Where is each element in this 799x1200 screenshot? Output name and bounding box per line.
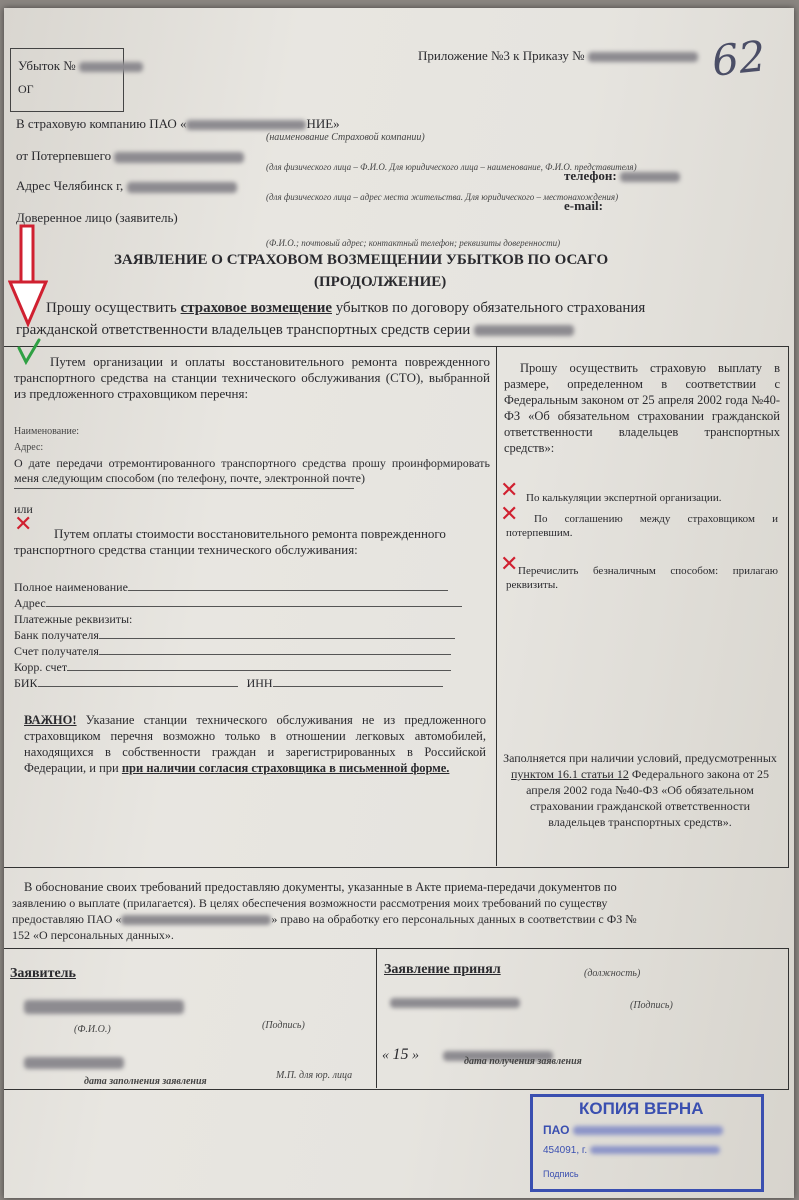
- conditions-note-part1: Заполняется при наличии условий, предусмотренных: [503, 751, 777, 765]
- date-open-quote: «: [382, 1048, 389, 1063]
- stamp-sign: Подпись: [543, 1169, 579, 1179]
- field-address-label: Адрес: [14, 596, 46, 610]
- arrow-down-icon: [8, 224, 48, 328]
- cross-mark-option2: ✕: [14, 512, 33, 537]
- field-bank: [14, 628, 455, 643]
- phone-label: телефон:: [564, 168, 617, 183]
- email-label: e-mail:: [564, 198, 603, 213]
- date-fill-hint: дата заполнения заявления: [84, 1076, 207, 1087]
- date-received-hint: дата получения заявления: [464, 1056, 582, 1067]
- sto-address-label: Адрес:: [14, 442, 44, 453]
- basis-line-1: В обоснование своих требований предоставляю документы, указанные в Акте приема-передачи документов по: [24, 880, 617, 894]
- intro-series: гражданской ответственности владельцев транспортных средств серии: [16, 322, 471, 338]
- intro-part2: страховое возмещение: [180, 300, 332, 316]
- option-sto-payment: Путем оплаты стоимости восстановительного ремонта поврежденного транспортного средства станции технического обслуживания:: [14, 526, 446, 557]
- field-bik: [14, 676, 443, 691]
- field-address: [14, 596, 462, 611]
- applicant-date-blur: [24, 1054, 124, 1072]
- received-sign-hint: (Подпись): [630, 1000, 673, 1011]
- stamp-pao: [543, 1123, 723, 1137]
- date-day: 15: [392, 1046, 409, 1063]
- og-label: ОГ: [18, 82, 34, 96]
- payout-option-agreement: По соглашению между страховщиком и потерпевшим.: [506, 513, 778, 539]
- column-divider: [496, 346, 497, 866]
- field-payment-details: Платежные реквизиты:: [14, 612, 133, 626]
- stamp-title: КОПИЯ ВЕРНА: [579, 1099, 704, 1118]
- handwritten-number: 62: [709, 31, 768, 86]
- sto-name-label: Наименование:: [14, 426, 80, 437]
- date-close-quote: »: [412, 1048, 419, 1063]
- or-label: или: [14, 502, 33, 516]
- conditions-note-link: пунктом 16.1 статьи 12: [511, 767, 629, 781]
- applicant-blur: [24, 998, 184, 1016]
- applicant-sign-hint: (Подпись): [262, 1020, 305, 1031]
- received-label: Заявление принял: [384, 962, 501, 977]
- cross-mark-option-b: ✕: [500, 502, 519, 527]
- appendix-text: [418, 48, 698, 64]
- notify-text: О дате передачи отремонтированного транспортного средства прошу проинформировать меня следующим способом (по телефону, почте, электронной почте): [14, 456, 490, 485]
- payout-request: Прошу осуществить страховую выплату в размере, определенном в соответствии с Федеральным законом от 25 апреля 2002 года №40-ФЗ «Об обязательном страховании гражданской ответственности владельцев транспортных средств»:: [504, 361, 780, 455]
- address-line: [16, 178, 237, 194]
- important-text: Указание станции технического обслуживания не из предложенного страховщиком перечня возможно только в отношении легковых автомобилей, находящихся в собственности граждан и зарегистрированных в Российской Федерации, и при: [24, 713, 486, 775]
- signature-divider: [376, 948, 377, 1088]
- applicant-label: Заявитель: [10, 966, 76, 981]
- cross-mark-option-c: ✕: [500, 552, 519, 577]
- cross-mark-option-a: ✕: [500, 478, 519, 503]
- trustee-label: Доверенное лицо (заявитель): [16, 210, 178, 225]
- payout-option-transfer: Перечислить безналичным способом: прилагаю реквизиты.: [506, 565, 778, 591]
- victim-line: [16, 148, 244, 164]
- basis-line-4: 152 «О персональных данных».: [12, 928, 174, 942]
- intro-line-2: [16, 322, 574, 339]
- company-suffix: НИЕ»: [306, 116, 340, 131]
- address-hint: (для физического лица – адрес места жительства. Для юридического – местонахождения): [266, 192, 619, 202]
- victim-label: от Потерпевшего: [16, 148, 112, 163]
- claim-number-label: Убыток №: [18, 58, 76, 73]
- intro-part1: Прошу осуществить: [46, 300, 181, 316]
- field-full-name: [14, 580, 448, 595]
- stamp-postal-label: 454091, г.: [543, 1145, 588, 1156]
- option-sto-repair: Путем организации и оплаты восстановительного ремонта поврежденного транспортного средства на станции технического обслуживания (СТО), выбранной из предложенного страховщиком перечня:: [14, 354, 490, 401]
- appendix-label: Приложение №3 к Приказу №: [418, 48, 585, 63]
- notify-line: [14, 488, 354, 489]
- field-full-name-label: Полное наименование: [14, 580, 128, 594]
- stamp-pao-label: ПАО: [543, 1123, 570, 1137]
- basis-line-2: заявлению о выплате (прилагается). В целях обеспечения возможности рассмотрения моих требований по существу: [12, 896, 608, 910]
- company-hint: (наименование Страховой компании): [266, 132, 425, 143]
- applicant-fio-hint: (Ф.И.О.): [74, 1024, 111, 1035]
- intro-part3: убытков по договору обязательного страхования: [332, 300, 646, 316]
- claim-number: [18, 58, 143, 74]
- field-account: [14, 644, 451, 659]
- victim-hint: (для физического лица – Ф.И.О. Для юридического лица – наименование, Ф.И.О. представителя): [266, 162, 637, 172]
- position-hint: (должность): [584, 968, 641, 979]
- trustee-hint: (Ф.И.О.; почтовый адрес; контактный телефон; реквизиты доверенности): [266, 238, 561, 248]
- address-label: Адрес Челябинск г,: [16, 178, 124, 193]
- field-bik-label: БИК: [14, 676, 38, 690]
- field-inn-label: ИНН: [246, 676, 273, 690]
- stamp-postal: [543, 1145, 720, 1156]
- important-note: [24, 712, 486, 776]
- copy-stamp: [530, 1094, 764, 1192]
- field-corr-account-label: Корр. счет: [14, 660, 68, 674]
- conditions-note-part2: Федерального закона от 25 апреля 2002 года №40-ФЗ «Об обязательном страховании гражданской ответственности владельцев транспортных средств».: [526, 767, 769, 829]
- company-line: [16, 116, 340, 132]
- field-bank-label: Банк получателя: [14, 628, 99, 642]
- received-blur: [390, 994, 520, 1012]
- document-page: [4, 8, 794, 1198]
- document-title: ЗАЯВЛЕНИЕ О СТРАХОВОМ ВОЗМЕЩЕНИИ УБЫТКОВ ПО ОСАГО: [114, 252, 609, 268]
- field-corr-account: [14, 660, 451, 675]
- document-subtitle: (ПРОДОЛЖЕНИЕ): [314, 274, 447, 290]
- important-label: ВАЖНО!: [24, 713, 77, 727]
- field-account-label: Счет получателя: [14, 644, 99, 658]
- payout-option-expert: По калькуляции экспертной организации.: [526, 492, 722, 504]
- phone-line: [564, 168, 680, 184]
- mp-hint: М.П. для юр. лица: [276, 1070, 353, 1081]
- conditions-note: [502, 750, 778, 830]
- important-tail: при наличии согласия страховщика в письменной форме.: [121, 761, 450, 775]
- company-prefix: В страховую компанию ПАО «: [16, 116, 187, 131]
- basis-line-3-prefix: предоставляю ПАО «: [12, 912, 122, 926]
- basis-line-3: [12, 912, 637, 927]
- basis-line-3-suffix: » право на обработку его персональных данных в соответствии с ФЗ №: [271, 912, 637, 926]
- intro-line: [46, 300, 645, 317]
